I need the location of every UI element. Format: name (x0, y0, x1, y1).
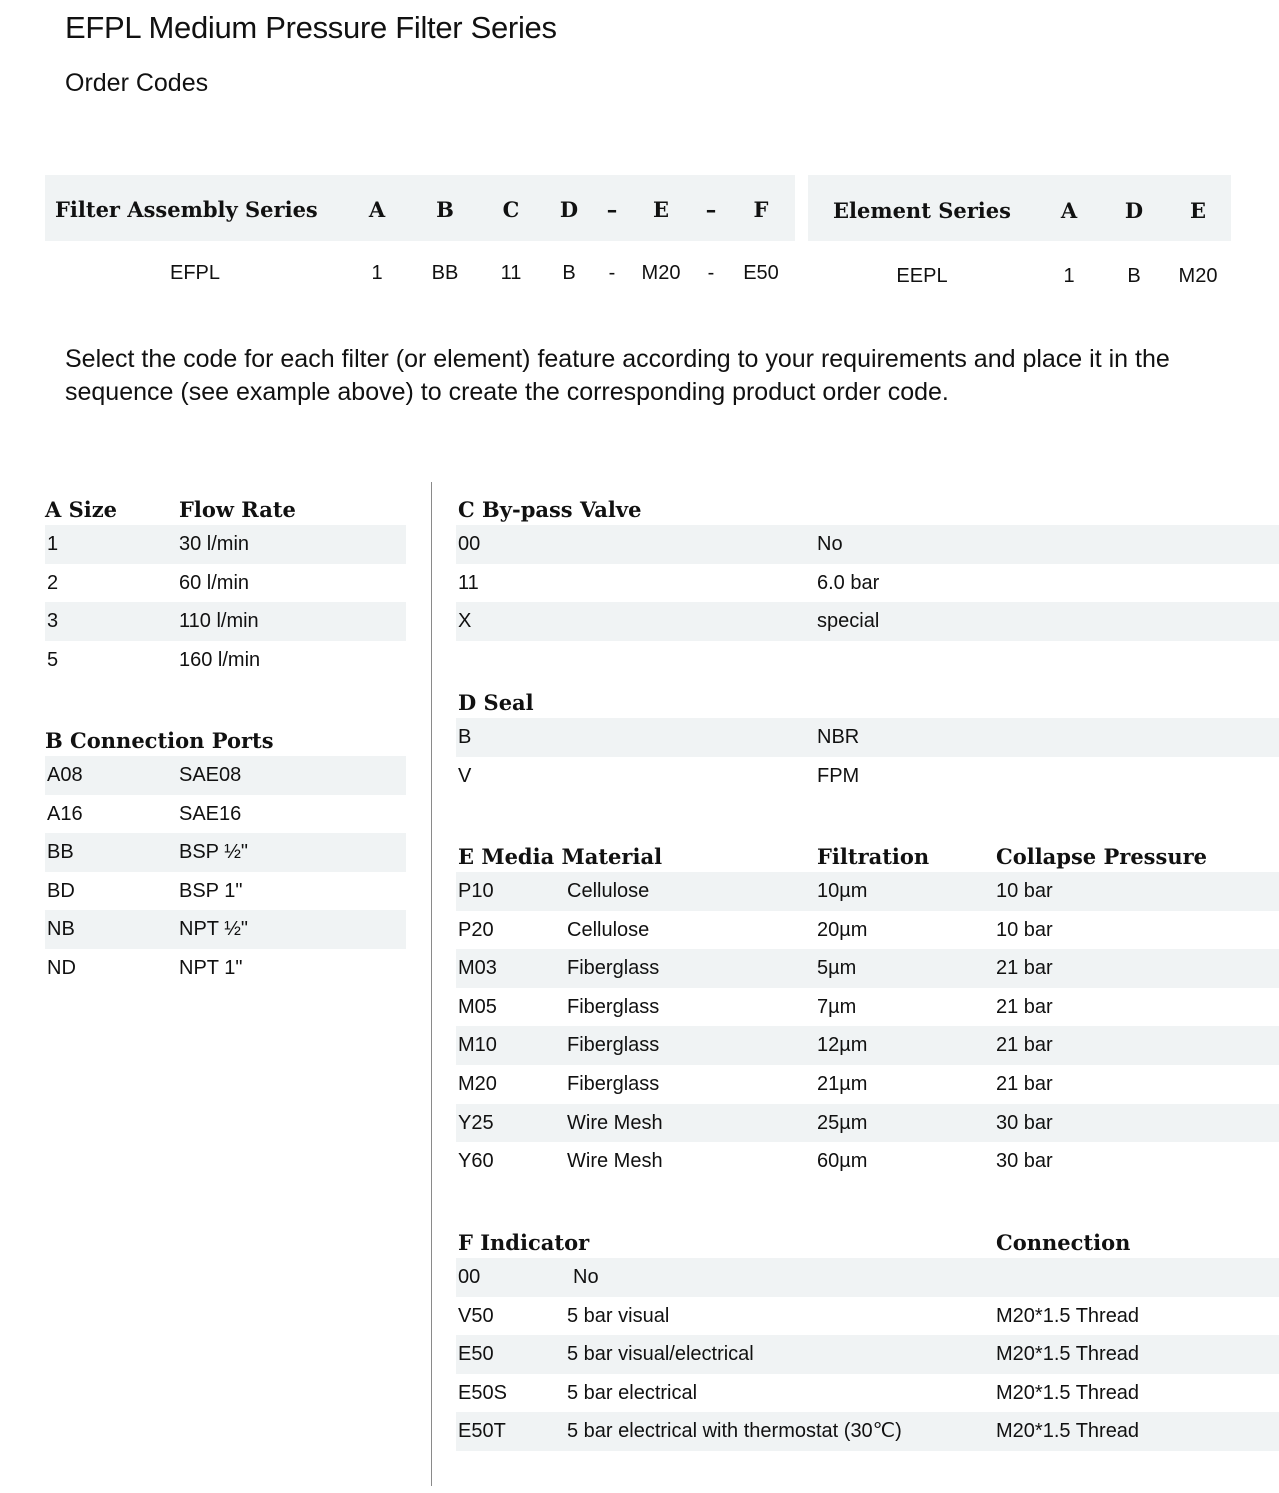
table-row (45, 641, 406, 680)
section-title (456, 495, 1279, 525)
media-code: M03 (458, 957, 497, 980)
section-title (456, 1228, 1279, 1258)
media-filtration: 25µm (817, 1111, 868, 1134)
filter-assembly-header-f: F (753, 197, 769, 222)
indicator-code: E50 (458, 1343, 494, 1366)
indicator-desc: 5 bar electrical with thermostat (30℃) (567, 1420, 902, 1443)
media-collapse: 21 bar (996, 1034, 1053, 1057)
size-code: 3 (47, 610, 59, 633)
seal-title: D Seal (458, 690, 534, 715)
element-series-value-e: M20 (1178, 265, 1218, 287)
media-collapse: 30 bar (996, 1111, 1053, 1134)
table-row (45, 795, 406, 834)
media-material: Wire Mesh (567, 1150, 663, 1173)
indicator-code: E50T (458, 1420, 506, 1443)
table-row (456, 757, 1279, 796)
table-row (45, 602, 406, 641)
table-row (45, 833, 406, 872)
table-row (456, 718, 1279, 757)
filter-assembly-value-dash-2: - (707, 262, 715, 284)
indicator-title: F Indicator (458, 1230, 590, 1255)
table-row (456, 1335, 1279, 1374)
seal-value: NBR (817, 726, 860, 748)
page-title: EFPL Medium Pressure Filter Series (65, 10, 557, 45)
element-series-header-d: D (1124, 198, 1144, 223)
media-collapse: 30 bar (996, 1150, 1053, 1173)
connection-ports-title: B Connection Ports (45, 728, 274, 753)
connection-header: Connection (996, 1230, 1131, 1255)
media-collapse: 21 bar (996, 957, 1053, 980)
filter-assembly-value-e: M20 (641, 262, 681, 284)
element-series-header-series: Element Series (833, 198, 1011, 223)
indicator-desc: 5 bar electrical (567, 1381, 698, 1404)
media-code: Y25 (458, 1111, 494, 1134)
seal-code: B (458, 726, 472, 748)
media-material: Cellulose (567, 918, 650, 941)
filter-assembly-value-b: BB (431, 262, 459, 284)
media-code: P20 (458, 918, 494, 941)
media-material: Wire Mesh (567, 1111, 663, 1134)
indicator-code: V50 (458, 1304, 494, 1327)
media-filtration: 7µm (817, 995, 857, 1018)
bypass-code: 11 (458, 571, 479, 594)
media-code: M10 (458, 1034, 497, 1057)
section-title (456, 688, 1279, 718)
media-code: M05 (458, 995, 497, 1018)
size-code: 5 (47, 648, 59, 671)
port-code: NB (47, 918, 75, 941)
seal-code: V (458, 764, 472, 787)
filter-assembly-header-a: A (368, 197, 386, 222)
filter-assembly-value-f: E50 (743, 262, 779, 284)
media-material-title: E Media Material (458, 844, 663, 869)
table-row (456, 1258, 1279, 1297)
table-row (456, 1026, 1279, 1065)
table-row (45, 872, 406, 911)
filter-assembly-header-dash-1: – (606, 197, 618, 222)
section-title (45, 726, 406, 756)
table-row (456, 564, 1279, 603)
indicator-connection: M20*1.5 Thread (996, 1381, 1140, 1404)
media-collapse: 10 bar (996, 918, 1053, 941)
port-code: BB (47, 841, 74, 864)
element-series-value-d: B (1127, 265, 1141, 287)
port-value: SAE08 (179, 764, 242, 786)
media-material: Fiberglass (567, 995, 660, 1018)
bypass-valve-title: C By-pass Valve (458, 497, 642, 522)
table-row (45, 525, 406, 564)
media-code: M20 (458, 1072, 497, 1095)
filter-assembly-value-a: 1 (371, 262, 383, 284)
indicator-connection: M20*1.5 Thread (996, 1420, 1140, 1443)
section-size (45, 495, 406, 679)
indicator-connection: M20*1.5 Thread (996, 1304, 1140, 1327)
table-row (456, 525, 1279, 564)
media-material: Fiberglass (567, 1072, 660, 1095)
section-bypass-valve (456, 495, 1279, 641)
indicator-desc: 5 bar visual/electrical (567, 1343, 754, 1366)
media-filtration: 5µm (817, 957, 857, 980)
media-material: Fiberglass (567, 1034, 660, 1057)
media-filtration: 10µm (817, 880, 868, 902)
bypass-value: No (817, 533, 843, 555)
size-code: 1 (47, 533, 59, 555)
filter-assembly-header-series: Filter Assembly Series (55, 197, 318, 222)
bypass-code: X (458, 610, 472, 633)
port-value: NPT 1" (179, 956, 243, 979)
table-row (456, 1104, 1279, 1143)
filter-assembly-header-c: C (502, 197, 520, 222)
table-row (456, 602, 1279, 641)
indicator-code: 00 (458, 1266, 481, 1288)
element-series-header-e: E (1189, 198, 1206, 223)
port-value: BSP 1" (179, 879, 243, 902)
section-title (456, 842, 1279, 872)
indicator-code: E50S (458, 1381, 507, 1404)
bypass-value: special (817, 610, 880, 633)
size-flow: 110 l/min (179, 610, 259, 633)
port-value: BSP ½" (179, 841, 248, 864)
media-filtration: 12µm (817, 1034, 868, 1057)
section-title (45, 495, 406, 525)
port-code: A16 (47, 802, 83, 825)
filter-assembly-header-dash-2: – (705, 197, 717, 222)
media-filtration: 21µm (817, 1072, 868, 1095)
media-collapse: 10 bar (996, 880, 1053, 902)
table-row (456, 1142, 1279, 1181)
media-code: Y60 (458, 1150, 494, 1173)
filter-assembly-code-example (45, 175, 795, 295)
port-code: ND (47, 956, 76, 979)
size-code: 2 (47, 571, 59, 594)
element-series-value-a: 1 (1063, 265, 1075, 287)
element-series-header-a: A (1060, 198, 1078, 223)
port-value: NPT ½" (179, 918, 248, 941)
media-code: P10 (458, 880, 494, 902)
size-flow: 30 l/min (179, 533, 250, 555)
filter-assembly-value-c: 11 (500, 262, 522, 284)
section-seal (456, 688, 1279, 795)
table-row (456, 872, 1279, 911)
table-row (456, 1297, 1279, 1336)
filter-assembly-header-b: B (436, 197, 454, 222)
filter-assembly-header-e: E (652, 197, 669, 222)
media-collapse: 21 bar (996, 995, 1053, 1018)
table-row (45, 949, 406, 988)
media-collapse: 21 bar (996, 1072, 1053, 1095)
flow-rate-header: Flow Rate (179, 497, 296, 522)
table-row (456, 988, 1279, 1027)
element-series-code-example (808, 175, 1231, 295)
port-value: SAE16 (179, 802, 242, 825)
indicator-desc: 5 bar visual (567, 1304, 670, 1327)
media-material: Fiberglass (567, 957, 660, 980)
media-material: Cellulose (567, 880, 650, 902)
seal-value: FPM (817, 764, 860, 787)
section-media-material (456, 842, 1279, 1181)
table-row (45, 564, 406, 603)
filter-assembly-value-d: B (562, 262, 576, 284)
section-connection-ports (45, 726, 406, 988)
port-code: A08 (47, 764, 83, 786)
indicator-connection: M20*1.5 Thread (996, 1343, 1140, 1366)
size-flow: 60 l/min (179, 571, 250, 594)
section-indicator (456, 1228, 1279, 1451)
size-title: A Size (45, 497, 118, 522)
page-subtitle: Order Codes (65, 69, 209, 97)
table-row (456, 911, 1279, 950)
collapse-pressure-header: Collapse Pressure (996, 844, 1208, 869)
intro-text: Select the code for each filter (or element) feature according to your requirements and place it in the sequence (see example above) to create the corresponding product order code. (65, 345, 1170, 406)
table-row (456, 1374, 1279, 1413)
column-divider (431, 482, 432, 1486)
table-row (45, 910, 406, 949)
filter-assembly-header-d: D (559, 197, 579, 222)
table-row (456, 1412, 1279, 1451)
media-filtration: 20µm (817, 918, 868, 941)
port-code: BD (47, 879, 75, 902)
table-row (45, 756, 406, 795)
filter-assembly-value-series: EFPL (169, 262, 221, 284)
filtration-header: Filtration (817, 844, 930, 869)
bypass-value: 6.0 bar (817, 571, 880, 594)
bypass-code: 00 (458, 533, 481, 555)
table-row (456, 949, 1279, 988)
element-series-value-series: EEPL (896, 265, 948, 287)
media-filtration: 60µm (817, 1150, 868, 1173)
size-flow: 160 l/min (179, 648, 261, 671)
filter-assembly-value-dash-1: - (608, 262, 616, 284)
indicator-desc: No (573, 1266, 599, 1288)
table-row (456, 1065, 1279, 1104)
